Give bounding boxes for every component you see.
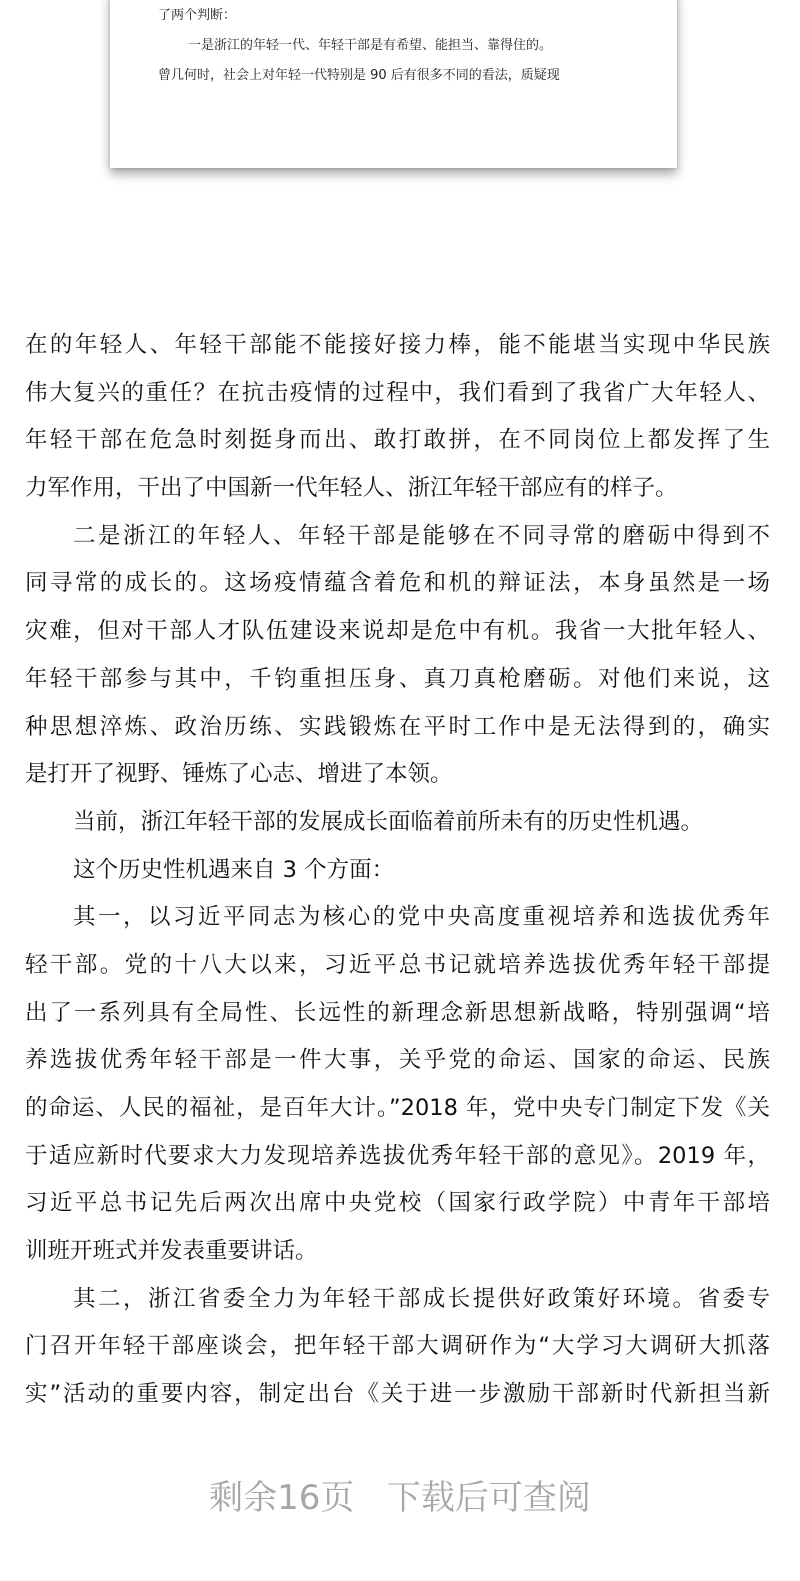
text-line: 二是浙江的年轻人、年轻干部是能够在不同寻常的磨砺中得到不: [73, 522, 770, 549]
text-line: 的命运、人民的福祉，是百年大计。”2018 年，党中央专门制定下发《关: [25, 1095, 770, 1121]
remaining-pages-download-link[interactable]: 剩余16页 下载后可查阅: [209, 1478, 591, 1518]
text-line: 同寻常的成长的。这场疫情蕴含着危和机的辩证法，本身虽然是一场: [25, 570, 770, 597]
text-line: 种思想淬炼、政治历练、实践锻炼在平时工作中是无法得到的，确实: [25, 713, 770, 740]
text-line: 习近平总书记先后两次出席中央党校（国家行政学院）中青年干部培: [25, 1190, 770, 1217]
text-line: 年轻干部参与其中，千钧重担压身、真刀真枪磨砺。对他们来说，这: [25, 665, 770, 692]
text-line: 年轻干部在危急时刻挺身而出、敢打敢拼，在不同岗位上都发挥了生: [25, 427, 770, 454]
page-preview-card: [110, 0, 677, 168]
document-body: [25, 327, 770, 1424]
text-line: 伟大复兴的重任？在抗击疫情的过程中，我们看到了我省广大年轻人、: [25, 379, 770, 406]
text-line: 轻干部。党的十八大以来，习近平总书记就培养选拔优秀年轻干部提: [25, 951, 770, 978]
card-line: 一是浙江的年轻一代、年轻干部是有希望、能担当、靠得住的。: [188, 38, 553, 53]
card-line: 曾几何时，社会上对年轻一代特别是 90 后有很多不同的看法，质疑现: [158, 68, 560, 83]
text-line: 训班开班式并发表重要讲话。: [25, 1238, 318, 1265]
text-line: 门召开年轻干部座谈会，把年轻干部大调研作为“大学习大调研大抓落: [25, 1333, 770, 1360]
text-line: 于适应新时代要求大力发现培养选拔优秀年轻干部的意见》。2019 年，: [25, 1142, 770, 1169]
text-line: 灾难，但对干部人才队伍建设来说却是危中有机。我省一大批年轻人、: [25, 618, 770, 645]
text-line: 这个历史性机遇来自 3 个方面：: [73, 856, 395, 883]
text-line: 当前，浙江年轻干部的发展成长面临着前所未有的历史性机遇。: [73, 808, 704, 835]
text-line: 养选拔优秀年轻干部是一件大事，关乎党的命运、国家的命运、民族: [25, 1047, 770, 1074]
text-line: 力军作用，干出了中国新一代年轻人、浙江年轻干部应有的样子。: [25, 475, 678, 502]
text-line: 是打开了视野、锤炼了心志、增进了本领。: [25, 761, 453, 788]
text-line: 其一，以习近平同志为核心的党中央高度重视培养和选拔优秀年: [73, 904, 770, 931]
text-line: 在的年轻人、年轻干部能不能接好接力棒，能不能堪当实现中华民族: [25, 332, 770, 358]
text-line: 实”活动的重要内容，制定出台《关于进一步激励干部新时代新担当新: [25, 1381, 770, 1408]
card-line: 了两个判断：: [158, 8, 237, 23]
text-line: 其二，浙江省委全力为年轻干部成长提供好政策好环境。省委专: [73, 1285, 770, 1312]
text-line: 出了一系列具有全局性、长远性的新理念新思想新战略，特别强调“培: [25, 999, 770, 1026]
